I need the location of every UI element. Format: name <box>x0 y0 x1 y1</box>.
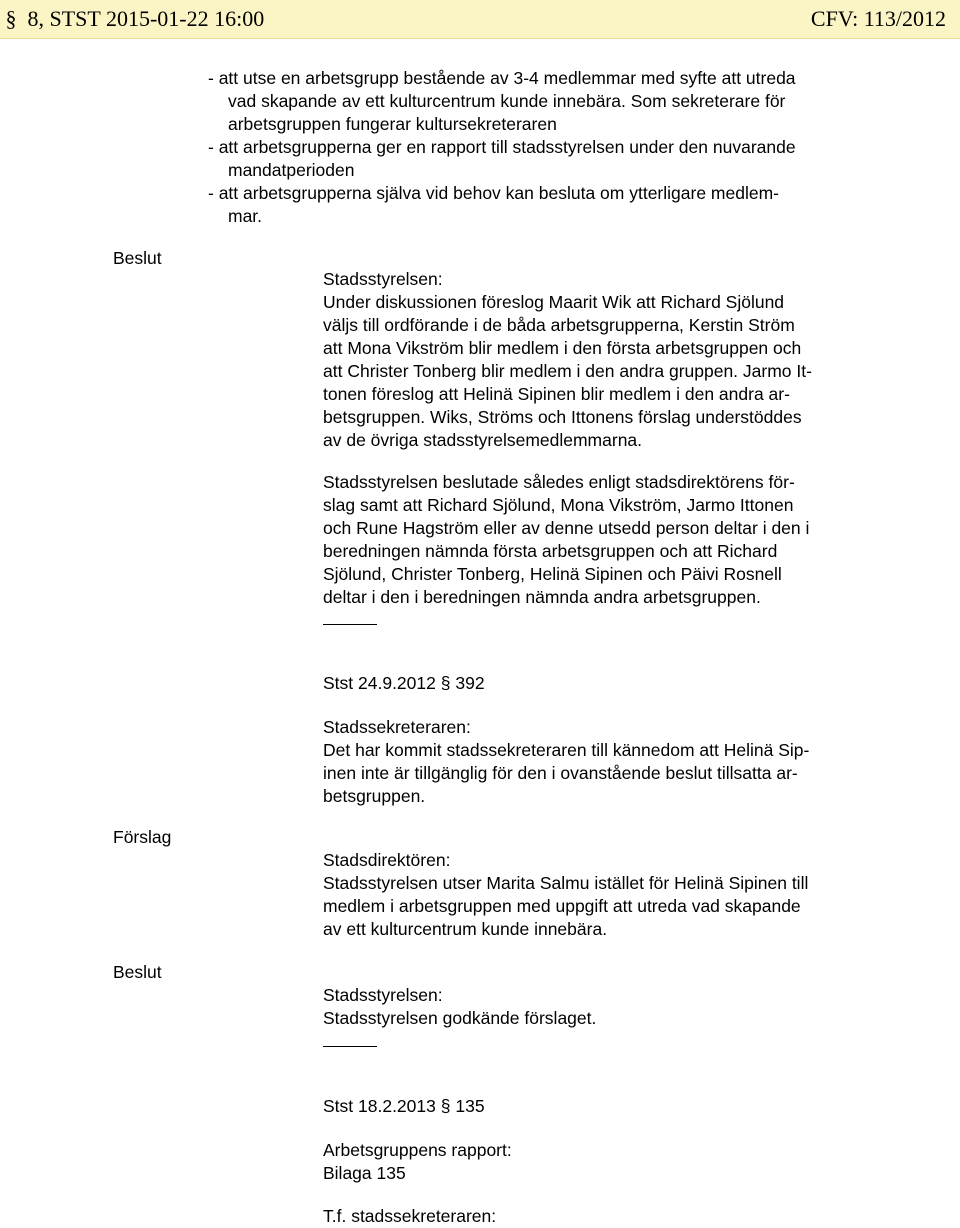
paragraph-line: Det har kommit stadssekreteraren till kännedom att Helinä Sip- <box>323 740 810 760</box>
paragraph-line: Stadsstyrelsen utser Marita Salmu istället för Helinä Sipinen till <box>323 873 809 893</box>
list-item-continuation: mandatperioden <box>228 160 355 180</box>
paragraph-line: Sjölund, Christer Tonberg, Helinä Sipinen och Päivi Rosnell <box>323 564 782 584</box>
header-reference: CFV: 113/2012 <box>810 6 946 31</box>
list-item: - att arbetsgrupperna själva vid behov kan besluta om ytterligare medlem- <box>208 183 779 203</box>
paragraph-line: Stadsstyrelsen godkände förslaget. <box>323 1008 597 1028</box>
separator-line <box>323 624 377 625</box>
block-heading: T.f. stadssekreteraren: <box>323 1206 497 1226</box>
section-symbol: § <box>440 673 451 693</box>
paragraph-line: slag samt att Richard Sjölund, Mona Vikström, Jarmo Ittonen <box>323 495 794 515</box>
paragraph-line: Stadsstyrelsen beslutade således enligt stadsdirektörens för- <box>323 472 795 492</box>
paragraph-line: av ett kulturcentrum kunde innebära. <box>323 919 608 939</box>
paragraph-line: att Christer Tonberg blir medlem i den andra gruppen. Jarmo It- <box>323 361 812 381</box>
margin-label-beslut: Beslut <box>113 248 162 268</box>
meeting-reference-date: Stst 24.9.2012 <box>323 673 436 693</box>
attachment-reference: Bilaga 135 <box>323 1163 406 1183</box>
paragraph-line: och Rune Hagström eller av denne utsedd person deltar i den i <box>323 518 810 538</box>
header-left <box>0 0 264 38</box>
header-title: 8, STST 2015-01-22 16:00 <box>27 6 265 31</box>
paragraph-line: tonen föreslog att Helinä Sipinen blir medlem i den andra ar- <box>323 384 790 404</box>
list-item-continuation: arbetsgruppen fungerar kultursekreteraren <box>228 114 557 134</box>
block-heading: Stadsdirektören: <box>323 850 451 870</box>
meeting-reference-date: Stst 18.2.2013 <box>323 1096 436 1116</box>
paragraph-line: deltar i den i beredningen nämnda andra arbetsgruppen. <box>323 587 761 607</box>
paragraph-line: beredningen nämnda första arbetsgruppen och att Richard <box>323 541 778 561</box>
block-heading: Stadsstyrelsen: <box>323 269 443 289</box>
separator-line <box>323 1046 377 1047</box>
list-item: - att arbetsgrupperna ger en rapport till stadsstyrelsen under den nuvarande <box>208 137 796 157</box>
block-heading: Stadsstyrelsen: <box>323 985 443 1005</box>
block-heading: Stadssekreteraren: <box>323 717 471 737</box>
list-item-continuation: vad skapande av ett kulturcentrum kunde innebära. Som sekreterare för <box>228 91 786 111</box>
section-symbol: § <box>5 6 17 31</box>
block-heading: Arbetsgruppens rapport: <box>323 1140 512 1160</box>
paragraph-line: medlem i arbetsgruppen med uppgift att utreda vad skapande <box>323 896 801 916</box>
paragraph-line: Under diskussionen föreslog Maarit Wik att Richard Sjölund <box>323 292 785 312</box>
list-item: - att utse en arbetsgrupp bestående av 3-4 medlemmar med syfte att utreda <box>208 68 796 88</box>
paragraph-line: väljs till ordförande i de båda arbetsgrupperna, Kerstin Ström <box>323 315 795 335</box>
document-header <box>0 0 960 39</box>
list-item-continuation: mar. <box>228 206 263 226</box>
margin-label-forslag: Förslag <box>113 827 172 847</box>
paragraph-line: att Mona Vikström blir medlem i den första arbetsgruppen och <box>323 338 802 358</box>
paragraph-line: betsgruppen. Wiks, Ströms och Ittonens förslag understöddes <box>323 407 802 427</box>
meeting-reference-number: 135 <box>455 1096 485 1116</box>
meeting-reference-number: 392 <box>455 673 485 693</box>
margin-label-beslut: Beslut <box>113 962 162 982</box>
meeting-reference <box>323 672 485 695</box>
meeting-reference <box>323 1095 485 1118</box>
section-symbol: § <box>440 1096 451 1116</box>
paragraph-line: betsgruppen. <box>323 786 426 806</box>
paragraph-line: inen inte är tillgänglig för den i ovanstående beslut tillsatta ar- <box>323 763 798 783</box>
paragraph-line: av de övriga stadsstyrelsemedlemmarna. <box>323 430 643 450</box>
